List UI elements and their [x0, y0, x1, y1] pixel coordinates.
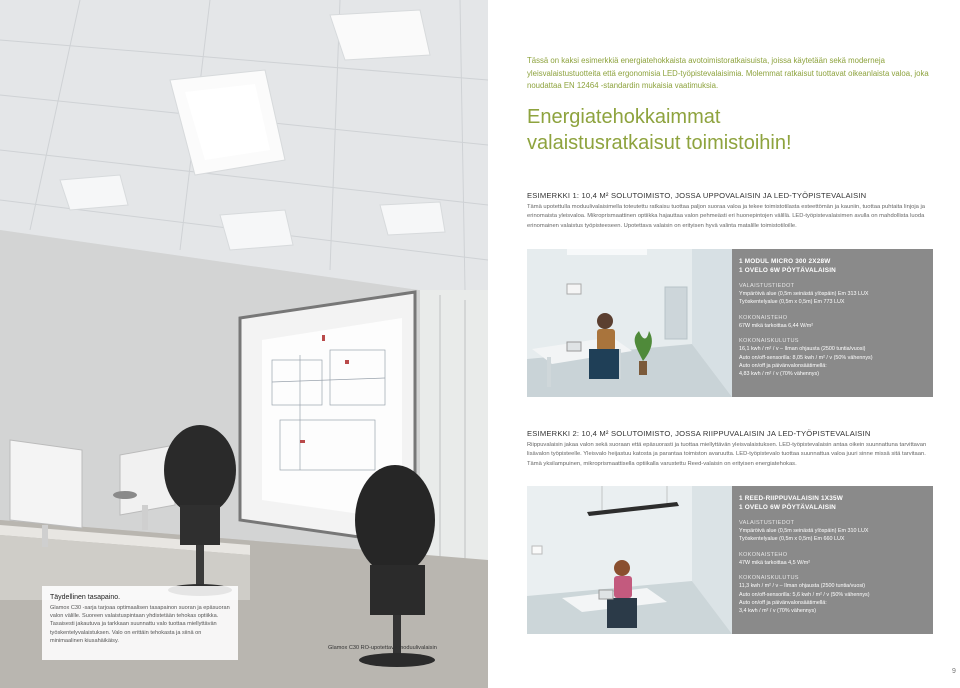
- page-headline: [527, 104, 947, 156]
- spec-1-lighting-2: Työskentelyalue (0,5m x 0,5m) Em 773 LUX: [739, 299, 845, 306]
- spec-2-section-lighting: VALAISTUSTIEDOT: [739, 520, 795, 526]
- spec-2-lighting-2: Työskentelyalue (0,5m x 0,5m) Em 660 LUX: [739, 536, 845, 543]
- example-1-spec-panel: [732, 249, 933, 397]
- spec-2-consumption-3: Auto on/off ja päivänvalonsäätimellä:: [739, 600, 827, 607]
- spec-2-heading-1: 1 REED-RIIPPUVALAISIN 1X35W: [739, 495, 844, 502]
- spec-1-power: 67W mikä tarkoittaa 6,44 W/m²: [739, 322, 813, 329]
- page-number: 9: [952, 668, 956, 675]
- example-1-illustration: [527, 249, 732, 397]
- spec-1-section-power: KOKONAISTEHO: [739, 314, 788, 321]
- spec-1-section-lighting: VALAISTUSTIEDOT: [739, 283, 795, 289]
- photo-product-label: Glamox C30 RO-upotettava moduulivalaisin: [328, 645, 437, 651]
- example-1-body: Tämä upotettulla moduulivalaisimella toteutettu ratkaisu tuottaa paljon suoraa valoa ja tekee toimistotilasta esteettömän ja kauniin, tuottaa puhtaita linjoja ja erinomaista yleisvaloa. Mikroprismaattinen optiikka hajauttaa valon pehmeästi eri huonepintojen välillä. LED-työpistevalaisimen avulla on mahdollista luoda erinomainen valaistus työpisteeseen. Upotettava valaisin on erityisen hyvä valinta matalille toimistotiloille.: [527, 204, 925, 229]
- headline-line-2: valaistusratkaisut toimistoihin!: [527, 132, 792, 154]
- spec-1-heading-2: 1 OVELO 6W PÖYTÄVALAISIN: [739, 267, 837, 274]
- room-render-1: [527, 249, 732, 397]
- caption-title: Täydellinen tasapaino.: [50, 594, 121, 601]
- room-render-2: [527, 486, 732, 634]
- spec-2-lighting-1: Ympäröivä alue (0,5m seinästä ylöspäin) Em 310 LUX: [739, 528, 869, 534]
- caption-text: Glamox C30 -sarja tarjoaa optimaalisen tasapainon suoran ja epäsuoran valon välille. Suoreen valaistuspintaan yhdistetään tehokas optiikka. Tasaisesti jakautuva ja tarkkaan suunnattu valo tuottaa miellyttävän työskentelyvalaistuksen. Valo on erittäin tehokasta ja siinä on minimaalinen kiusahäikäisy.: [50, 605, 230, 644]
- spec-1-consumption-2: Auto on/off-sensorilla: 8,05 kwh / m² / v (50% vähennys): [739, 354, 873, 361]
- spec-2-heading-2: 1 OVELO 6W PÖYTÄVALAISIN: [739, 504, 837, 511]
- example-1-title: ESIMERKKI 1: 10,4 M² SOLUTOIMISTO, JOSSA UPPOVALAISIN JA LED-TYÖPISTEVALAISIN: [527, 191, 867, 200]
- spec-2-consumption-2: Auto on/off-sensorilla: 5,6 kwh / m² / v (50% vähennys): [739, 591, 870, 598]
- spec-1-heading-1: 1 MODUL MICRO 300 2X28W: [739, 258, 831, 265]
- spec-2-section-consumption: KOKONAISKULUTUS: [739, 575, 799, 582]
- example-2-title: ESIMERKKI 2: 10,4 M² SOLUTOIMISTO, JOSSA RIIPPUVALAISIN JA LED-TYÖPISTEVALAISIN: [527, 429, 871, 438]
- example-2-body: Riippuvalaisin jakaa valon sekä suoraan että epäsuorasti ja tuottaa miellyttävän yleisvalaistuksen. LED-työpistevalaisin antaa oikein suunnattuna tarvittavan lisävalon työpisteelle. Yleisvalo heijastuu katosta ja parantaa toimiston avaruutta. LED-työpistevalo tuottaa suunnattua valoa juuri sinne missä sitä tarvitaan. Tämä yksilampuinen, mikroprismaattisella optiikalla varustettu Reed-valaisin on erityisen energiatehokas.: [527, 442, 927, 467]
- spec-1-section-consumption: KOKONAISKULUTUS: [739, 338, 799, 345]
- example-2-spec-panel: [732, 486, 933, 634]
- spec-2-section-power: KOKONAISTEHO: [739, 551, 788, 558]
- caption-box: [42, 586, 238, 660]
- spec-2-consumption-1: 11,3 kwh / m² / v – Ilman ohjausta (2500 tuntia/vuosi): [739, 583, 866, 590]
- spec-1-consumption-4: 4,83 kwh / m² / v (70% vähennys): [739, 371, 819, 378]
- intro-text: Tässä on kaksi esimerkkiä energiatehokkaista avotoimistoratkaisuista, joissa käytetään sekä moderneja yleisvalaistustuotteita että ergonomisia LED-työpistevalaisimia. Molemmat ratkaisut tuottavat oikeanlaista valoa, joka noudattaa EN 12464 -standardin mukaisia vaatimuksia.: [527, 56, 929, 91]
- spec-2-power: 47W mikä tarkoittaa 4,5 W/m²: [739, 559, 810, 566]
- spec-1-consumption-1: 16,1 kwh / m² / v – Ilman ohjausta (2500 tuntia/vuosi): [739, 346, 866, 353]
- headline-line-1: Energiatehokkaimmat: [527, 106, 721, 128]
- example-2-illustration: [527, 486, 732, 634]
- spec-1-consumption-3: Auto on/off ja päivänvalonsäätimellä:: [739, 363, 827, 370]
- spec-1-lighting-1: Ympäröivä alue (0,5m seinästä ylöspäin) Em 313 LUX: [739, 291, 869, 297]
- spec-2-consumption-4: 3,4 kwh / m² / v (70% vähennys): [739, 608, 816, 615]
